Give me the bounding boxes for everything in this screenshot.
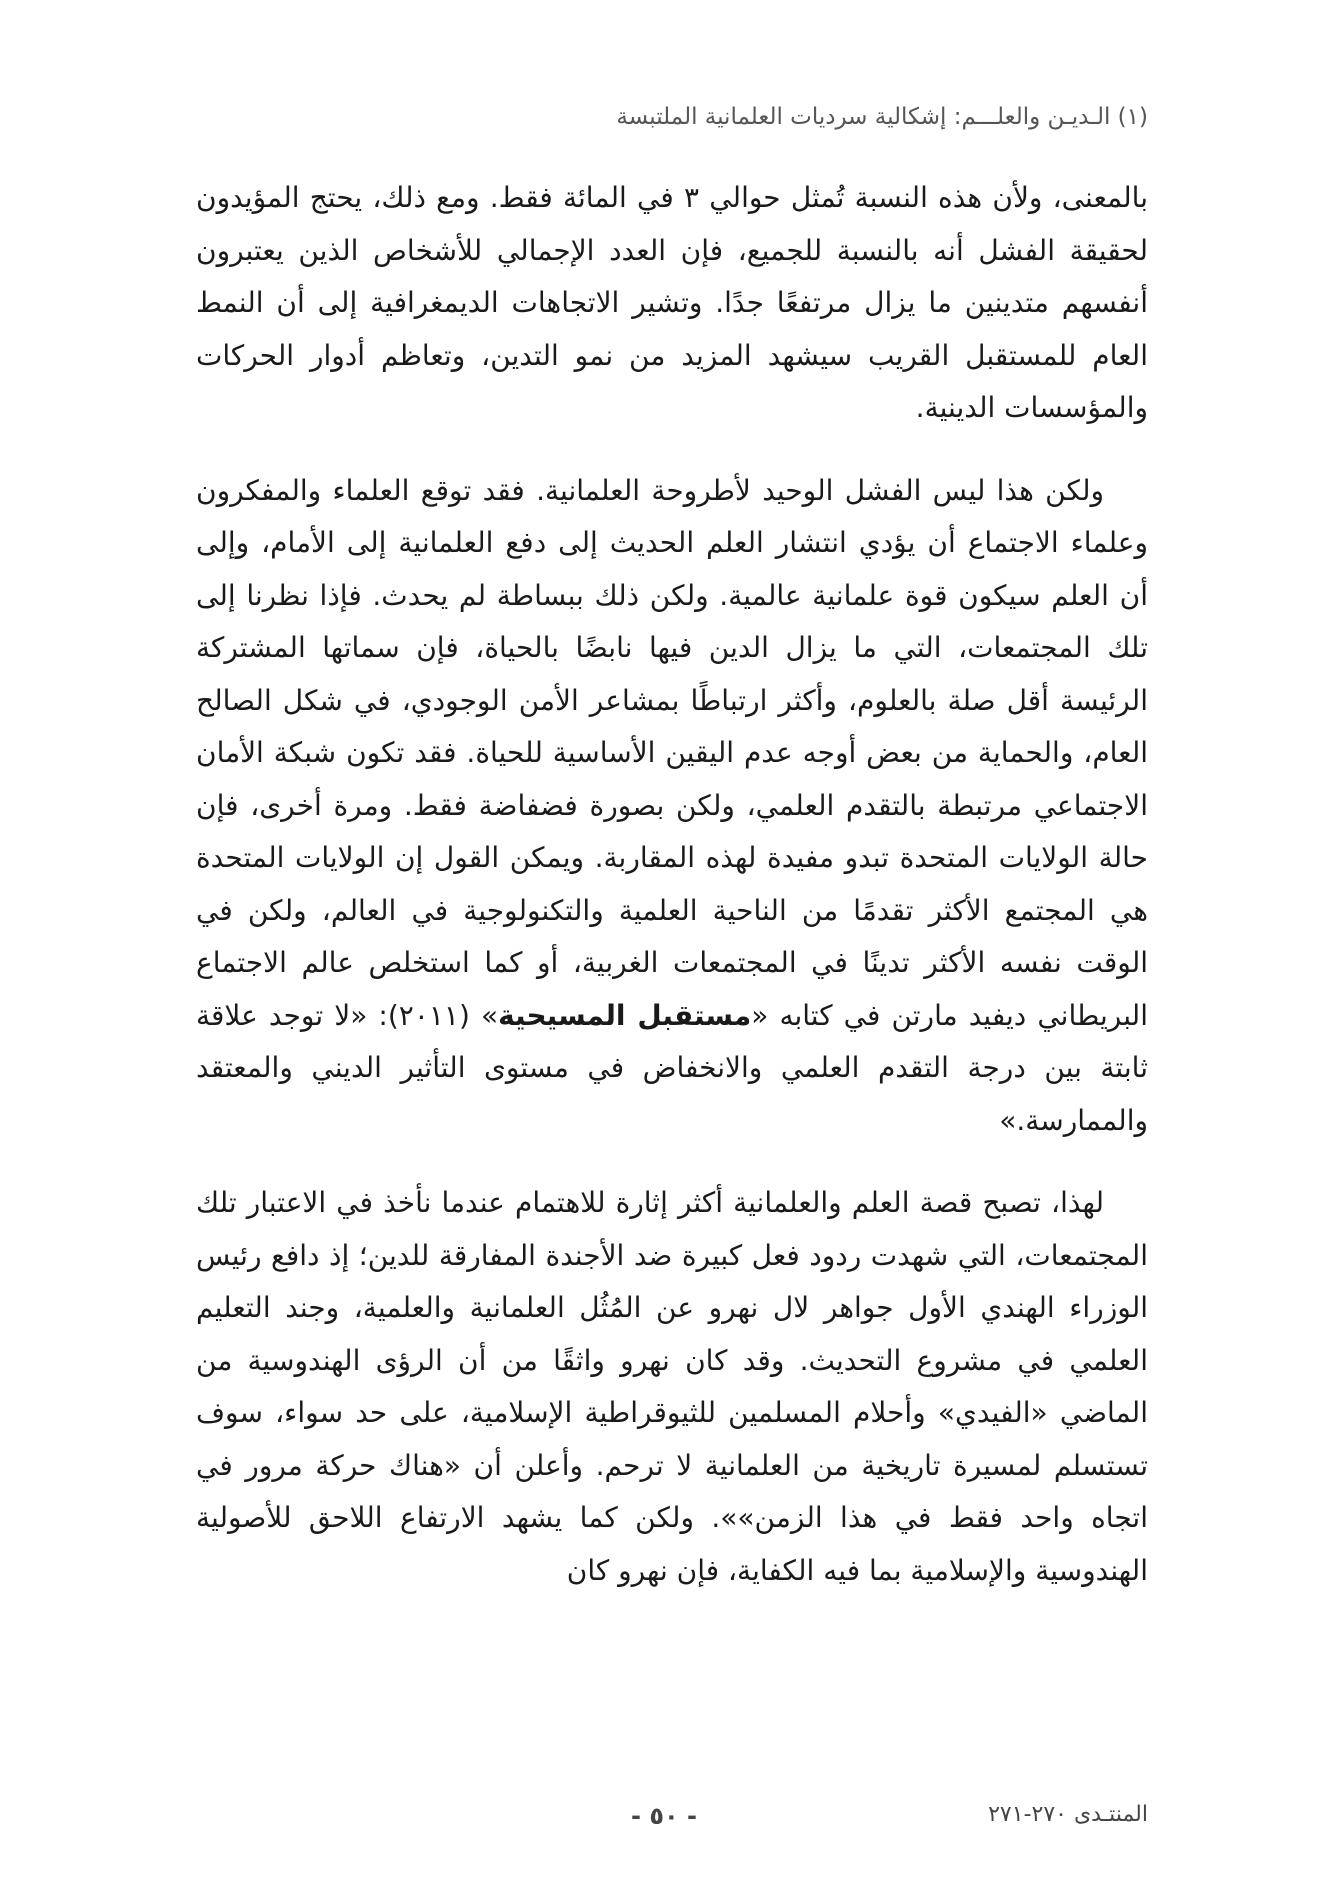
body-text <box>196 172 1148 1627</box>
paragraph-2-text-a: ولكن هذا ليس الفشل الوحيد لأطروحة العلمانية. فقد توقع العلماء والمفكرون وعلماء الاجتماع أن يؤدي انتشار العلم الحديث إلى دفع العلمانية إلى الأمام، وإلى أن العلم سيكون قوة علمانية عالمية. ولكن ذلك ببساطة لم يحدث. فإذا نظرنا إلى تلك المجتمعات، التي ما يزال الدين فيها نابضًا بالحياة، فإن سماتها المشتركة الرئيسة أقل صلة بالعلوم، وأكثر ارتباطًا بمشاعر الأمن الوجودي، في شكل الصالح العام، والحماية من بعض أوجه عدم اليقين الأساسية للحياة. فقد تكون شبكة الأمان الاجتماعي مرتبطة بالتقدم العلمي، ولكن بصورة فضفاضة فقط. ومرة أخرى، فإن حالة الولايات المتحدة تبدو مفيدة لهذه المقاربة. ويمكن القول إن الولايات المتحدة هي المجتمع الأكثر تقدمًا من الناحية العلمية والتكنولوجية في العالم، ولكن في الوقت نفسه الأكثر تدينًا في المجتمعات الغربية، أو كما استخلص عالم الاجتماع البريطاني ديفيد مارتن في كتابه « <box>196 473 1148 1032</box>
page-number: - ٥٠ - <box>631 1802 697 1830</box>
page-footer <box>180 1802 1148 1842</box>
journal-issue: المنتـدى ٢٧٠-٢٧١ <box>988 1802 1148 1827</box>
running-header: (١) الـديـن والعلـــم: إشكالية سرديات العلمانية الملتبسة <box>616 104 1148 130</box>
paragraph-3 <box>196 1177 1148 1597</box>
paragraph-3-text: لهذا، تصبح قصة العلم والعلمانية أكثر إثارة للاهتمام عندما نأخذ في الاعتبار تلك المجتمعات، التي شهدت ردود فعل كبيرة ضد الأجندة المفارقة للدين؛ إذ دافع رئيس الوزراء الهندي الأول جواهر لال نهرو عن المُثُل العلمانية والعلمية، وجند التعليم العلمي في مشروع التحديث. وقد كان نهرو واثقًا من أن الرؤى الهندوسية من الماضي «الفيدي» وأحلام المسلمين للثيوقراطية الإسلامية، على حد سواء، سوف تستسلم لمسيرة تاريخية من العلمانية لا ترحم. وأعلن أن «هناك حركة مرور في اتجاه واحد فقط في هذا الزمن»». ولكن كما يشهد الارتفاع اللاحق للأصولية الهندوسية والإسلامية بما فيه الكفاية، فإن نهرو كان <box>196 1186 1148 1587</box>
paragraph-2-text-b: » (٢٠١١): «لا توجد علاقة ثابتة بين درجة التقدم العلمي والانخفاض في مستوى التأثير الديني والمعتقد والممارسة.» <box>196 998 1148 1137</box>
paragraph-1-text: بالمعنى، ولأن هذه النسبة تُمثل حوالي ٣ في المائة فقط. ومع ذلك، يحتج المؤيدون لحقيقة الفشل أنه بالنسبة للجميع، فإن العدد الإجمالي للأشخاص الذين يعتبرون أنفسهم متدينين ما يزال مرتفعًا جدًا. وتشير الاتجاهات الديمغرافية إلى أن النمط العام للمستقبل القريب سيشهد المزيد من نمو التدين، وتعاظم أدوار الحركات والمؤسسات الدينية. <box>196 181 1148 424</box>
paragraph-1 <box>196 172 1148 435</box>
paragraph-2 <box>196 465 1148 1148</box>
book-title: مستقبل المسيحية <box>498 998 752 1032</box>
